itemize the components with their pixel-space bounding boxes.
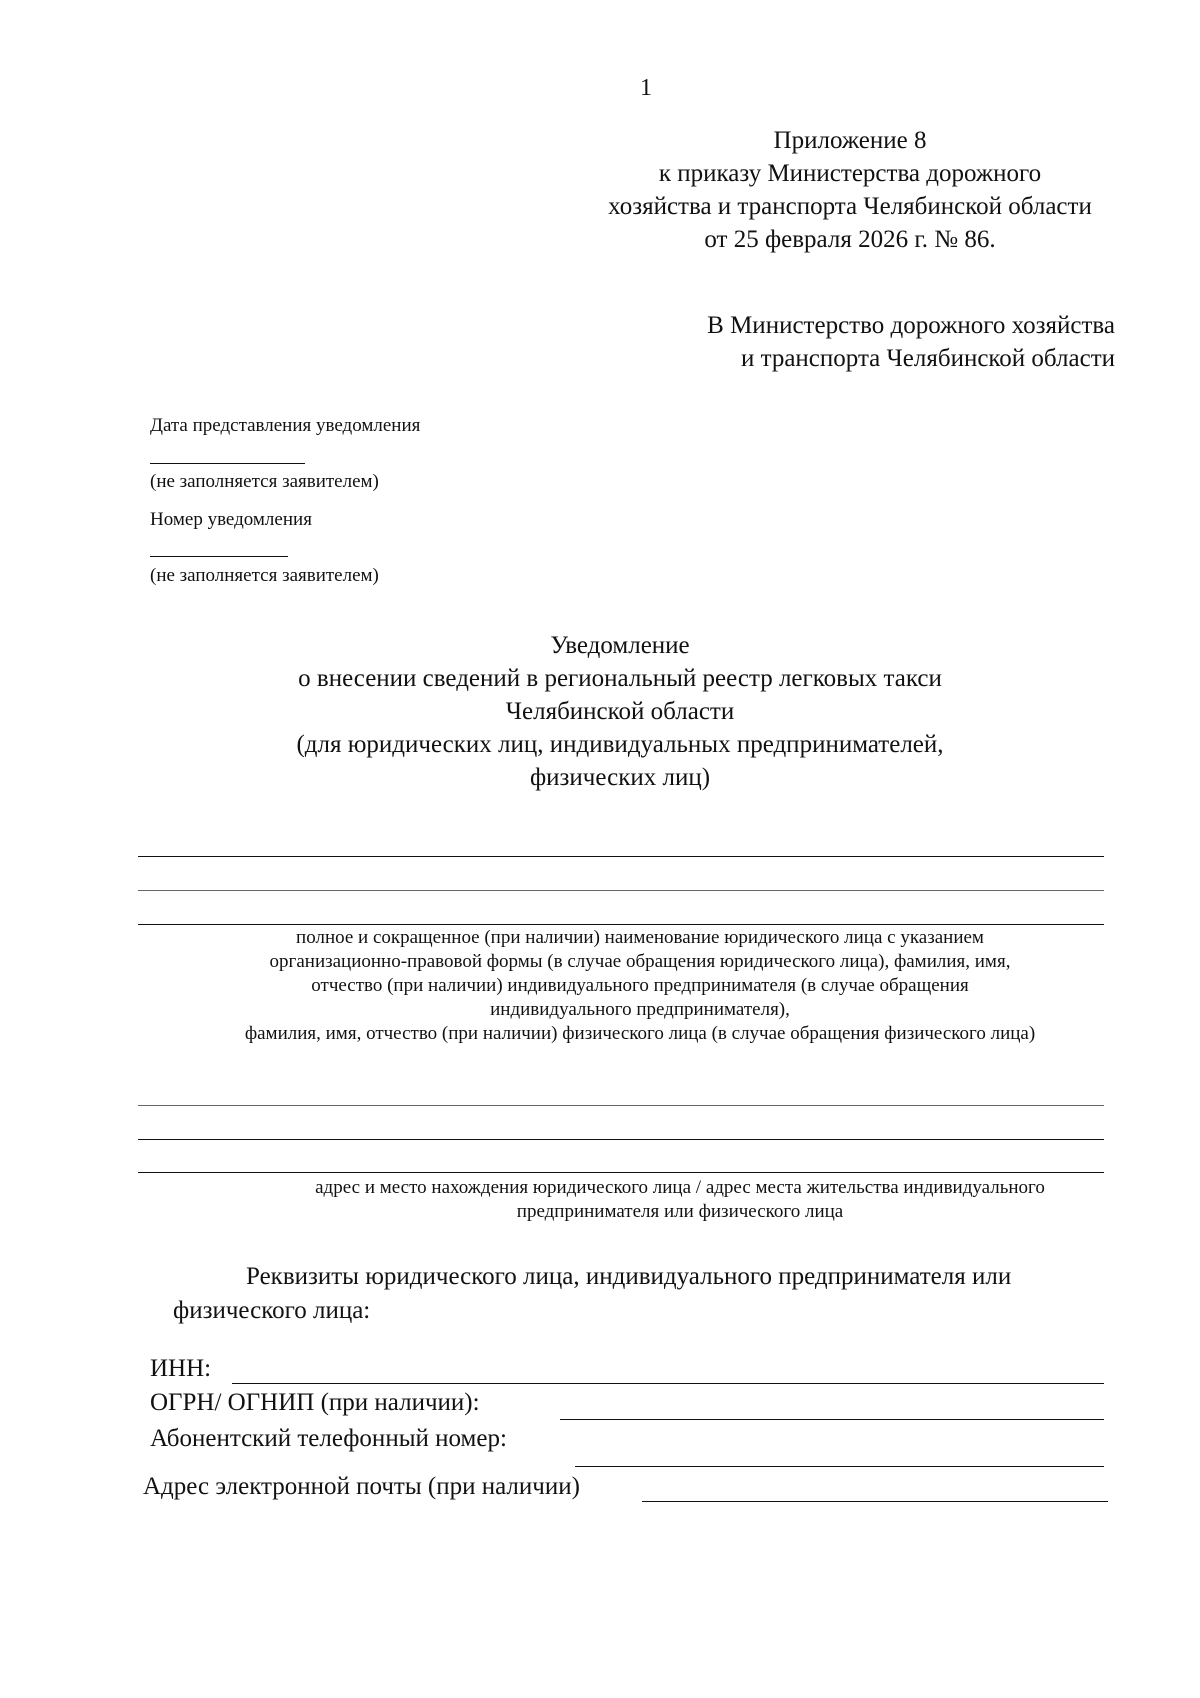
submission-date-line: [150, 463, 305, 464]
appendix-line: Приложение 8: [773, 127, 927, 154]
name-line: [138, 890, 1104, 891]
appendix-line: к приказу Министерства дорожного: [658, 160, 1042, 187]
name-caption: [160, 926, 1120, 1046]
name-line: [138, 856, 1104, 857]
phone-field-line[interactable]: [575, 1466, 1104, 1467]
title-line: Челябинской области: [505, 698, 735, 725]
address-caption: [230, 1176, 1130, 1224]
appendix-line: хозяйства и транспорта Челябинской области: [608, 193, 1092, 220]
addressee-line: и транспорта Челябинской области: [740, 345, 1115, 372]
document-title: [130, 629, 1110, 794]
inn-field-line[interactable]: [232, 1383, 1104, 1384]
appendix-block: [560, 124, 1140, 256]
email-field-line[interactable]: [642, 1501, 1108, 1502]
title-line: о внесении сведений в региональный реестр легковых такси: [298, 665, 942, 692]
notification-number-note: (не заполняется заявителем): [150, 565, 379, 586]
caption-line: полное и сокращенное (при наличии) наименование юридического лица с указанием: [296, 927, 984, 948]
caption-line: адрес и место нахождения юридического лица / адрес места жительства индивидуального: [315, 1177, 1045, 1198]
addressee-line: В Министерство дорожного хозяйства: [707, 312, 1115, 339]
caption-line: индивидуального предпринимателя),: [490, 999, 790, 1020]
addressee-block: [560, 309, 1115, 375]
ogrn-label: ОГРН/ ОГНИП (при наличии):: [150, 1389, 480, 1416]
email-label: Адрес электронной почты (при наличии): [143, 1473, 580, 1500]
appendix-line: от 25 февраля 2026 г. № 86.: [704, 226, 996, 253]
caption-line: предпринимателя или физического лица: [516, 1201, 844, 1222]
address-line: [138, 1139, 1104, 1140]
ogrn-field-line[interactable]: [560, 1419, 1104, 1420]
page-number: 1: [640, 75, 652, 101]
notification-number-label: Номер уведомления: [150, 509, 312, 530]
title-line: (для юридических лиц, индивидуальных предпринимателей,: [296, 731, 944, 758]
notification-number-line: [150, 556, 288, 557]
inn-label: ИНН:: [150, 1355, 212, 1382]
requisites-heading-line1: Реквизиты юридического лица, индивидуального предпринимателя или: [246, 1263, 1012, 1290]
title-line: Уведомление: [550, 632, 690, 659]
caption-line: организационно-правовой формы (в случае обращения юридического лица), фамилия, имя,: [269, 951, 1011, 972]
caption-line: фамилия, имя, отчество (при наличии) физического лица (в случае обращения физического лица): [244, 1023, 1036, 1044]
phone-label: Абонентский телефонный номер:: [150, 1425, 507, 1452]
title-line: физических лиц): [529, 764, 711, 791]
submission-date-label: Дата представления уведомления: [150, 415, 421, 436]
address-line: [138, 1172, 1104, 1173]
requisites-heading-line2: физического лица:: [173, 1297, 371, 1324]
submission-date-note: (не заполняется заявителем): [150, 471, 379, 492]
name-line: [138, 924, 1104, 925]
caption-line: отчество (при наличии) индивидуального предпринимателя (в случае обращения: [311, 975, 969, 996]
address-line: [138, 1105, 1104, 1106]
